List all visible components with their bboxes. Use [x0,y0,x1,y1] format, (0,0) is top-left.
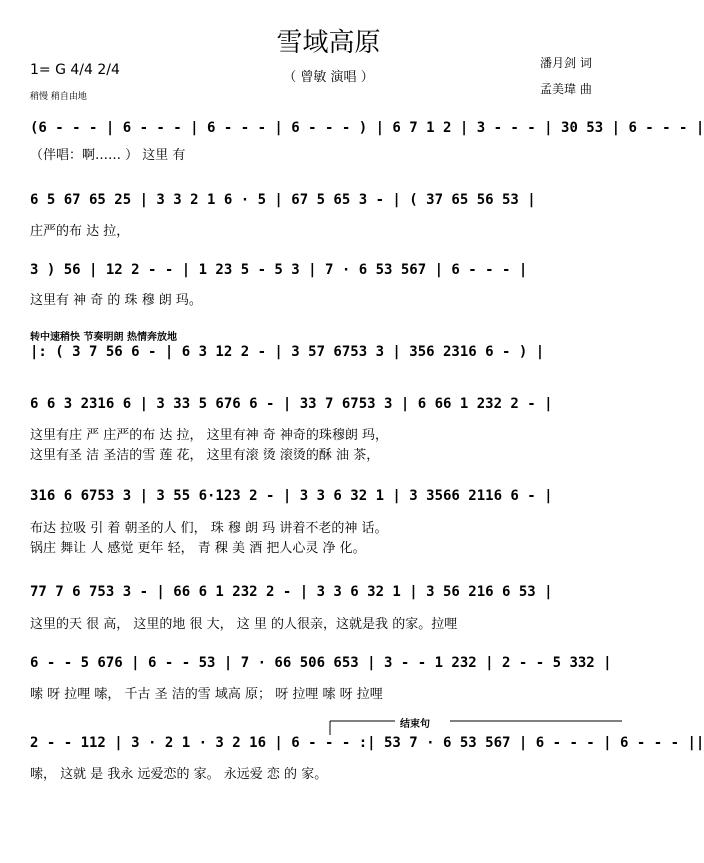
singer-credit: （ 曾敏 演唱 ） [283,70,374,85]
song-title: 雪域高原 [276,28,381,58]
notation-line: 3 ) 56 | 12 2 - - | 1 23 5 - 5 3 | 7 · 6 53 567 | 6 - - - | [30,262,528,278]
lyrics-line: 这里有庄 严 庄严的布 达 拉， 这里有神 奇 神奇的珠穆朗 玛， [30,428,389,443]
lyrics-line: 嗦 呀 拉哩 嗦， 千古 圣 洁的雪 域高 原； 呀 拉哩 嗦 呀 拉哩 [30,687,383,702]
lyrics-line: 布达 拉吸 引 着 朝圣的人 们， 珠 穆 朗 玛 讲着不老的神 话。 [30,521,388,536]
notation-line: 316 6 6753 3 | 3 55 6·123 2 - | 3 3 6 32 1 | 3 3566 2116 6 - | [30,488,553,504]
notation-line: 2 - - 112 | 3 · 2 1 · 3 2 16 | 6 - - - :| 53 7 · 6 53 567 | 6 - - - | 6 - - - || [30,735,704,751]
lyrics-line: （伴唱：啊…… ） 这里 有 [30,148,186,163]
notation-line: (6 - - - | 6 - - - | 6 - - - | 6 - - - ) | 6 7 1 2 | 3 - - - | 30 53 | 6 - - - | [30,120,704,136]
lyrics-line: 这里有 神 奇 的 珠 穆 朗 玛。 [30,293,202,308]
lyrics-line: 庄严的布 达 拉， [30,224,130,239]
lyrics-line: 这里有圣 洁 圣洁的雪 莲 花， 这里有滚 烫 滚烫的酥 油 茶， [30,448,380,463]
lyrics-line: 锅庄 舞让 人 感觉 更年 轻， 青 稞 美 酒 把人心灵 净 化。 [30,541,366,556]
notation-line: 6 5 67 65 25 | 3 3 2 1 6 · 5 | 67 5 65 3 - | ( 37 65 56 53 | [30,192,536,208]
composer-credit: 孟美瑋 曲 [540,82,592,96]
notation-line: 77 7 6 753 3 - | 66 6 1 232 2 - | 3 3 6 32 1 | 3 56 216 6 53 | [30,584,553,600]
notation-line: 6 6 3 2316 6 | 3 33 5 676 6 - | 33 7 6753 3 | 6 66 1 232 2 - | [30,396,553,412]
lyrics-line: 嗦， 这就 是 我永 远爱恋的 家。 永远爱 恋 的 家。 [30,767,328,782]
lyrics-line: 这里的天 很 高， 这里的地 很 大， 这 里 的人很亲，这就是我 的家。拉哩 [30,617,458,632]
ending-marking: 结束句 [400,719,430,730]
key-signature: 1= G 4/4 2/4 [30,62,120,78]
tempo-marking: 稍慢 稍自由地 [30,92,87,102]
notation-line: |: ( 3 7 56 6 - | 6 3 12 2 - | 3 57 6753 3 | 356 2316 6 - ) | [30,344,545,360]
lyricist-credit: 潘月剑 词 [540,56,592,70]
notation-line: 6 - - 5 676 | 6 - - 53 | 7 · 66 506 653 | 3 - - 1 232 | 2 - - 5 332 | [30,655,612,671]
section-marking: 转中速稍快 节奏明朗 热情奔放地 [30,332,177,343]
